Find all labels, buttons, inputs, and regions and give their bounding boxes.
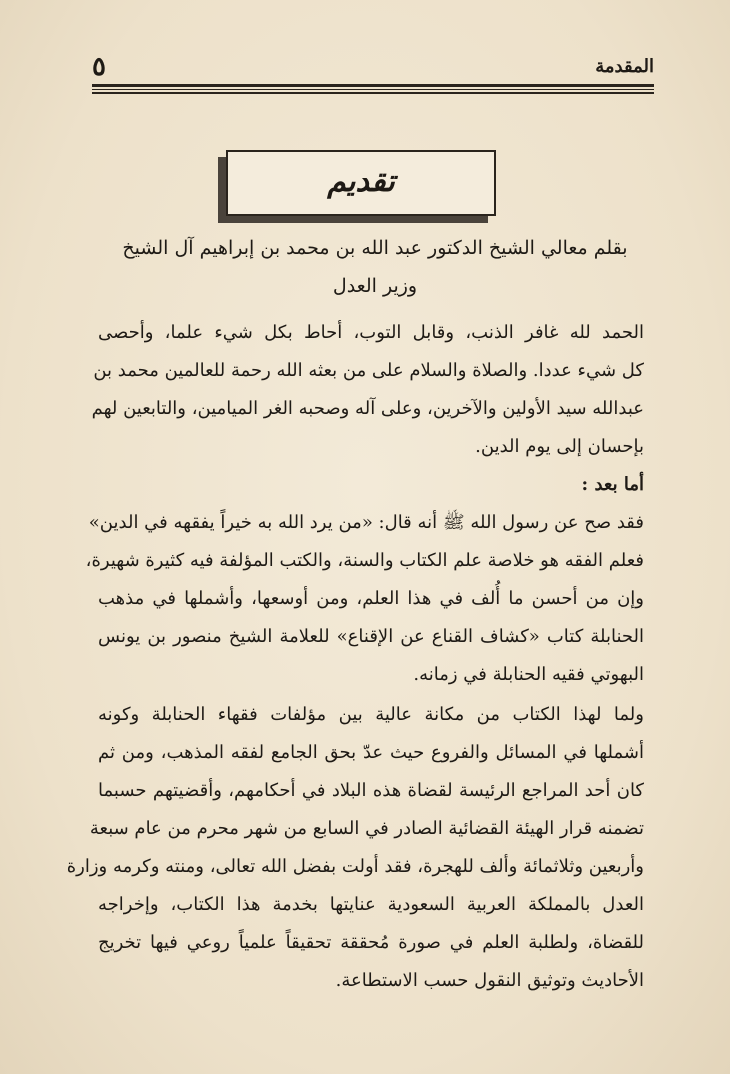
title-box [226,150,496,216]
body-line: فعلم الفقه هو خلاصة علم الكتاب والسنة، والكتب المؤلفة فيه كثيرة شهيرة، [85,550,644,571]
body-line: الحمد لله غافر الذنب، وقابل التوب، أحاط بكل شيء علما، وأحصى [98,322,644,343]
body-line: البهوتي فقيه الحنابلة في زمانه. [413,664,644,685]
author-position: وزير العدل [332,275,418,297]
body-line: الأحاديث وتوثيق النقول حسب الاستطاعة. [335,970,644,991]
section-heading: أما بعد : [581,474,644,495]
body-line: كان أحد المراجع الرئيسة لقضاة هذه البلاد في أحكامهم، وأقضيتهم حسبما [98,780,644,801]
author-line: بقلم معالي الشيخ الدكتور عبد الله بن محمد بن إبراهيم آل الشيخ [122,237,628,259]
body-line: ولما لهذا الكتاب من مكانة عالية بين مؤلفات فقهاء الحنابلة وكونه [98,704,644,725]
body-line: عبدالله سيد الأولين والآخرين، وعلى آله وصحبه الغر الميامين، والتابعين لهم [91,398,644,419]
body-line: بإحسان إلى يوم الدين. [475,436,644,457]
body-line: للقضاة، ولطلبة العلم في صورة مُحققة تحقيقاً علمياً روعي فيها تخريج [98,932,644,953]
body-line: الحنابلة كتاب «كشاف القناع عن الإقناع» للعلامة الشيخ منصور بن يونس [98,626,644,647]
page-number: ٥ [92,52,106,82]
body-line: تضمنه قرار الهيئة القضائية الصادر في السابع من شهر محرم من عام سبعة [89,818,644,839]
section-title: المقدمة [595,56,654,77]
header-rule [92,84,654,87]
body-line: وأربعين وثلاثمائة وألف للهجرة، فقد أولت بفضل الله تعالى، ومنته وكرمه وزارة [66,856,644,877]
body-line: كل شيء عددا. والصلاة والسلام على من بعثه الله رحمة للعالمين محمد بن [93,360,644,381]
running-head [92,52,654,82]
body-line: العدل بالمملكة العربية السعودية عنايتها بخدمة هذا الكتاب، وإخراجه [98,894,644,915]
body-line: أشملها في المسائل والفروع حيث عدّ بحق الجامع لفقه المذهب، ومن ثم [98,742,644,763]
body-line: فقد صح عن رسول الله ﷺ أنه قال: «من يرد الله به خيراً يفقهه في الدين» [88,512,644,533]
body-line: وإن من أحسن ما أُلف في هذا العلم، ومن أوسعها، وأشملها في مذهب [98,588,644,609]
header-rule [92,92,654,94]
header-rule [92,89,654,90]
chapter-title: تقديم [327,164,395,199]
